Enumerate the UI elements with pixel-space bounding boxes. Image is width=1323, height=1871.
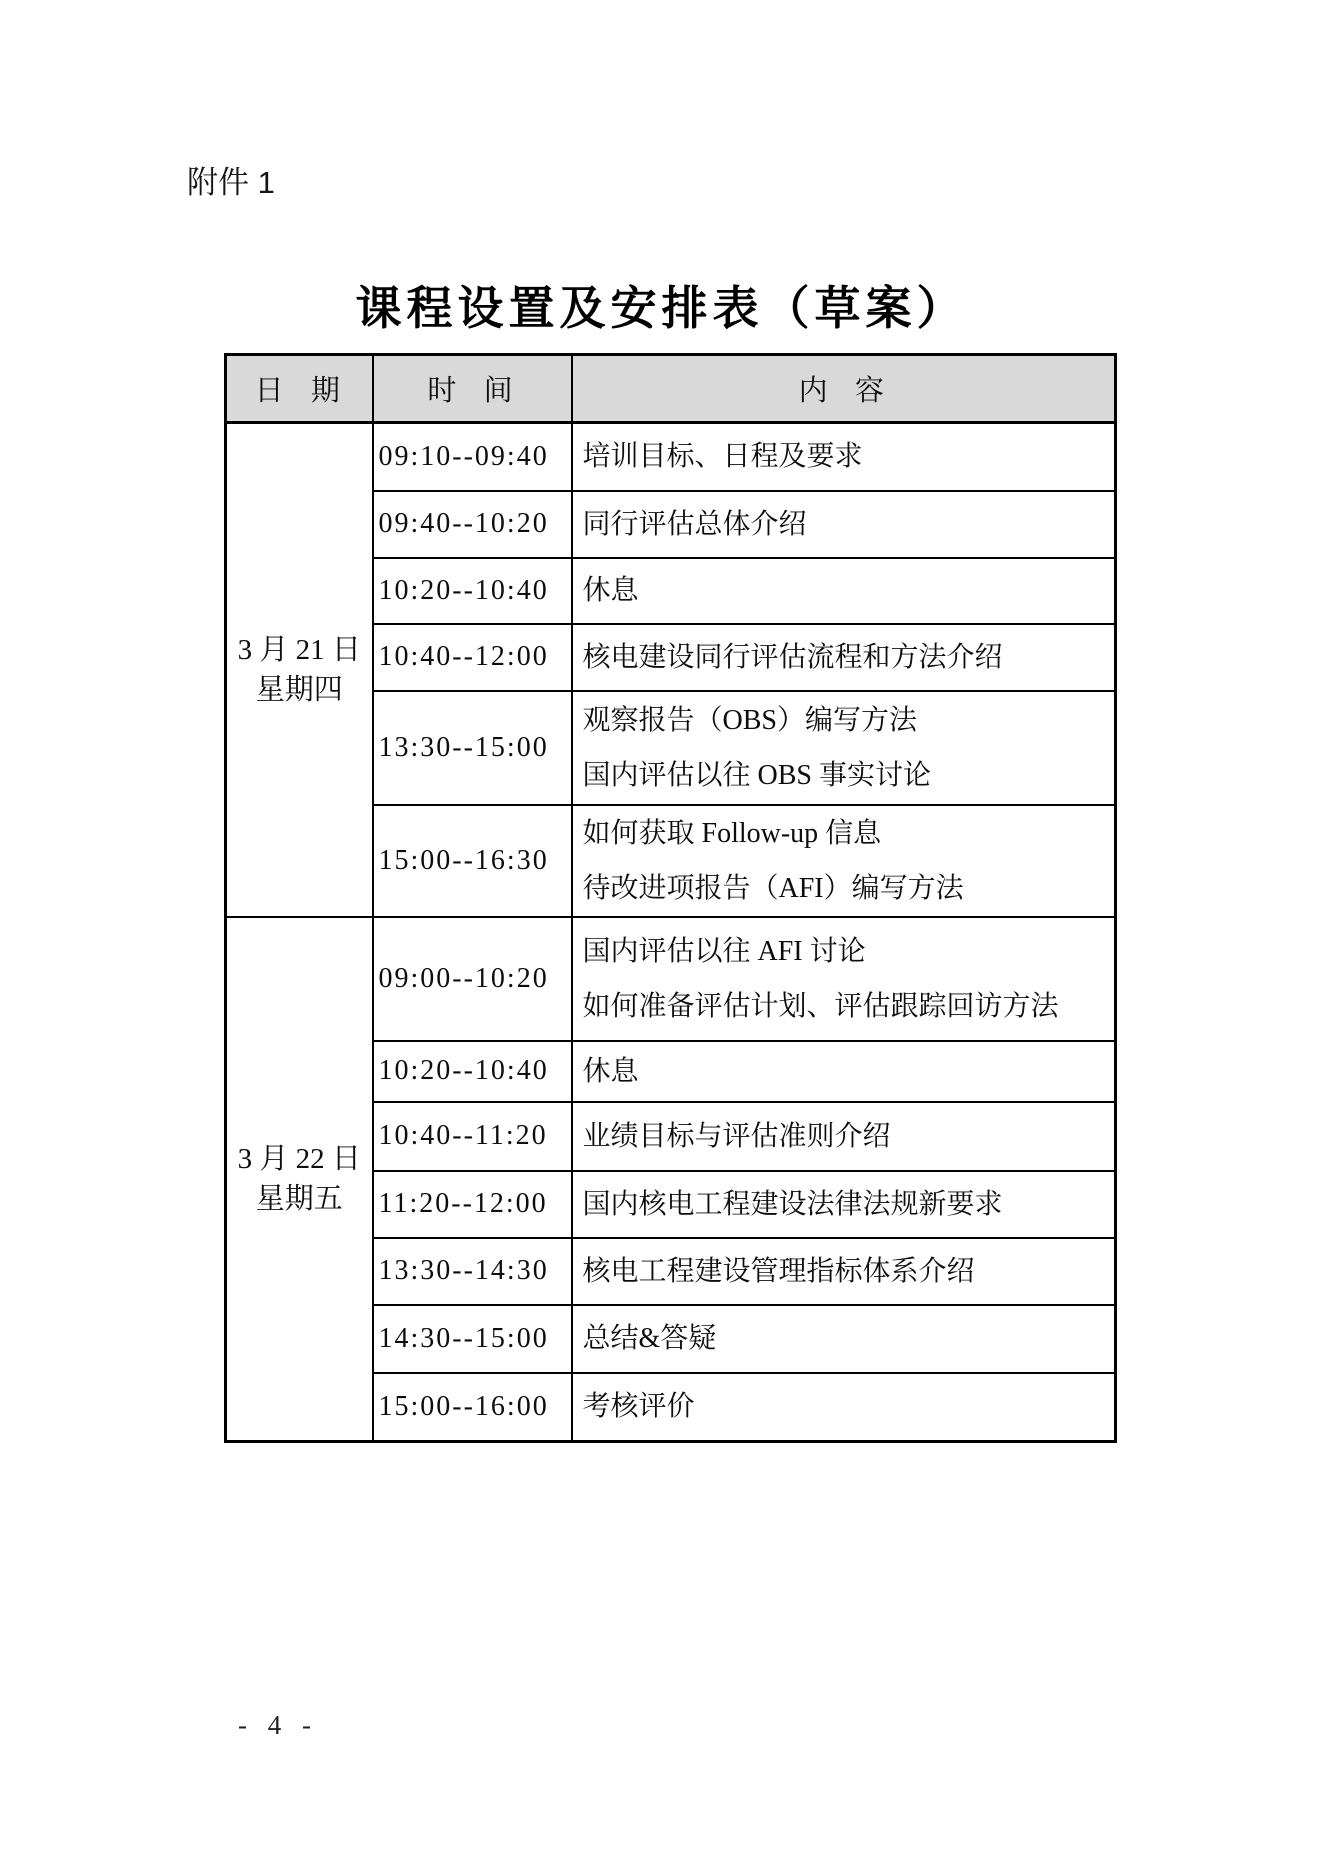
content-line: 总结&答疑	[582, 1323, 717, 1354]
schedule-row	[226, 423, 1116, 491]
date-line: 星期五	[255, 1182, 343, 1215]
content-line: 国内评估以往 OBS 事实讨论	[582, 759, 931, 791]
time-cell: 10:20--10:40	[373, 1041, 572, 1102]
time-cell: 13:30--15:00	[373, 691, 572, 805]
content-cell	[572, 624, 1116, 691]
content-cell	[572, 917, 1116, 1041]
time-cell: 10:40--12:00	[373, 624, 572, 691]
content-cell	[572, 805, 1116, 917]
header-content: 内 容	[572, 355, 1116, 423]
content-line: 培训目标、日程及要求	[582, 441, 863, 473]
time-cell: 10:40--11:20	[373, 1102, 572, 1171]
content-cell	[572, 1041, 1116, 1102]
content-cell	[572, 1238, 1116, 1305]
content-line: 待改进项报告（AFI）编写方法	[582, 872, 964, 904]
content-line: 如何获取 Follow-up 信息	[582, 817, 882, 849]
time-cell: 11:20--12:00	[373, 1171, 572, 1238]
content-cell	[572, 423, 1116, 491]
page-title: 课程设置及安排表（草案）	[355, 283, 968, 334]
attachment-label: 附件 1	[187, 165, 275, 200]
content-cell	[572, 558, 1116, 624]
content-line: 考核评价	[582, 1391, 695, 1423]
time-cell: 15:00--16:00	[373, 1373, 572, 1442]
content-line: 同行评估总体介绍	[582, 508, 807, 540]
header-time: 时 间	[373, 355, 572, 423]
content-line: 如何准备评估计划、评估跟踪回访方法	[582, 990, 1059, 1022]
content-line: 业绩目标与评估准则介绍	[582, 1120, 891, 1152]
date-line: 星期四	[255, 673, 343, 706]
content-cell	[572, 691, 1116, 805]
schedule-row	[226, 917, 1116, 1041]
table-header-row	[226, 355, 1116, 423]
content-line: 国内评估以往 AFI 讨论	[582, 935, 866, 967]
content-line: 核电工程建设管理指标体系介绍	[582, 1255, 975, 1287]
time-cell: 13:30--14:30	[373, 1238, 572, 1305]
content-cell	[572, 1305, 1116, 1373]
schedule-table-body	[226, 423, 1116, 1442]
date-cell	[226, 423, 373, 917]
time-cell: 10:20--10:40	[373, 558, 572, 624]
date-line: 3 月 22 日	[237, 1142, 361, 1175]
content-cell	[572, 1171, 1116, 1238]
schedule-table	[224, 353, 1117, 1443]
content-cell	[572, 1373, 1116, 1442]
time-cell: 09:10--09:40	[373, 423, 572, 491]
page-number: - 4 -	[238, 1710, 314, 1740]
time-cell: 15:00--16:30	[373, 805, 572, 917]
content-line: 国内核电工程建设法律法规新要求	[582, 1188, 1003, 1220]
date-cell	[226, 917, 373, 1442]
content-cell	[572, 491, 1116, 558]
date-line: 3 月 21 日	[237, 633, 361, 666]
header-date: 日 期	[226, 355, 373, 423]
content-line: 休息	[582, 575, 639, 606]
time-cell: 09:40--10:20	[373, 491, 572, 558]
time-cell: 09:00--10:20	[373, 917, 572, 1041]
content-line: 观察报告（OBS）编写方法	[582, 704, 917, 736]
content-line: 休息	[582, 1055, 639, 1087]
content-cell	[572, 1102, 1116, 1171]
time-cell: 14:30--15:00	[373, 1305, 572, 1373]
content-line: 核电建设同行评估流程和方法介绍	[582, 641, 1003, 673]
